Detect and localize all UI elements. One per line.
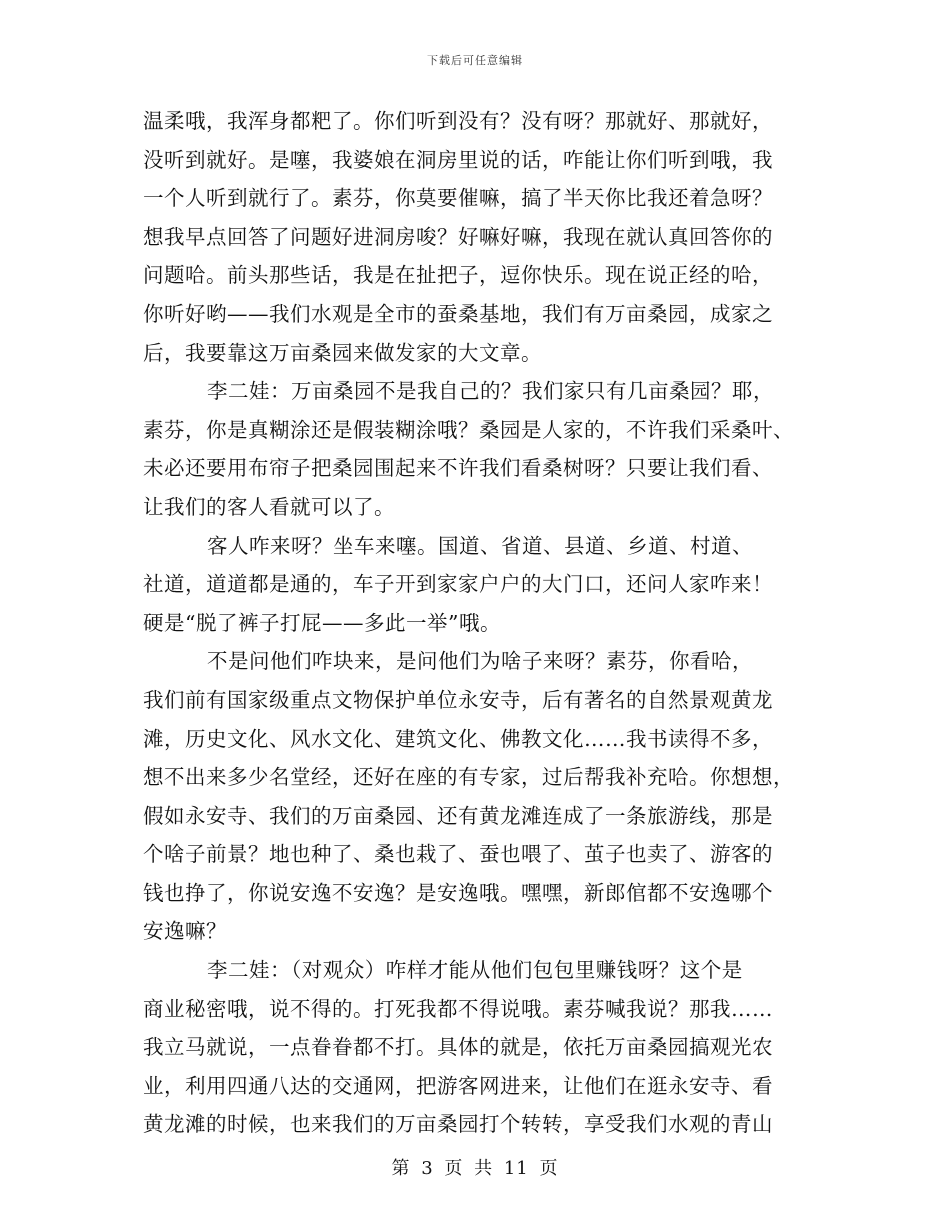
- text-line: 我们前有国家级重点文物保护单位永安寺，后有著名的自然景观黄龙: [143, 687, 773, 712]
- text-line: 没听到就好。是噻，我婆娘在洞房里说的话，咋能让你们听到哦，我: [143, 147, 773, 172]
- text-line: 未必还要用布帘子把桑园围起来不许我们看桑树呀？只要让我们看、: [143, 456, 773, 481]
- paragraph-start-line: 客人咋来呀？坐车来噻。国道、省道、县道、乡道、村道、: [207, 533, 753, 558]
- text-line: 黄龙滩的时候，也来我们的万亩桑园打个转转，享受我们水观的青山: [143, 1112, 773, 1137]
- text-line: 温柔哦，我浑身都粑了。你们听到没有？没有呀？那就好、那就好，: [143, 109, 773, 133]
- text-line: 个啥子前景？地也种了、桑也栽了、蚕也喂了、茧子也卖了、游客的: [143, 842, 773, 867]
- text-line: 硬是“脱了裤子打屁——多此一举”哦。: [143, 610, 501, 635]
- text-line: 后，我要靠这万亩桑园来做发家的大文章。: [143, 340, 542, 365]
- text-line: 我立马就说，一点眷眷都不打。具体的就是，依托万亩桑园搞观光农: [143, 1035, 773, 1060]
- text-line: 一个人听到就行了。素芬，你莫要催嘛，搞了半天你比我还着急呀？: [143, 186, 773, 211]
- page-header: 下载后可任意编辑: [427, 54, 523, 67]
- page-footer: 第 3 页 共 11 页: [391, 1158, 559, 1179]
- document-body: [143, 102, 803, 1144]
- text-line: 素芬，你是真糊涂还是假装糊涂哦？桑园是人家的，不许我们采桑叶、: [143, 417, 794, 442]
- text-line: 让我们的客人看就可以了。: [143, 494, 395, 519]
- paragraph-start-line: 李二娃：万亩桑园不是我自己的？我们家只有几亩桑园？耶，: [207, 379, 774, 404]
- text-line: 商业秘密哦，说不得的。打死我都不得说哦。素芬喊我说？那我……: [143, 996, 773, 1021]
- text-line: 问题哈。前头那些话，我是在扯把子，逗你快乐。现在说正经的哈，: [143, 263, 773, 288]
- text-line: 假如永安寺、我们的万亩桑园、还有黄龙滩连成了一条旅游线，那是: [143, 803, 773, 828]
- text-line: 钱也挣了，你说安逸不安逸？是安逸哦。嘿嘿，新郎倌都不安逸哪个: [143, 880, 773, 905]
- text-line: 滩，历史文化、风水文化、建筑文化、佛教文化……我书读得不多，: [143, 726, 773, 751]
- paragraph-start-line: 不是问他们咋块来，是问他们为啥子来呀？素芬，你看哈，: [207, 649, 753, 674]
- text-line: 想不出来多少名堂经，还好在座的有专家，过后帮我补充哈。你想想，: [143, 765, 794, 790]
- text-line: 社道，道道都是通的，车子开到家家户户的大门口，还问人家咋来！: [143, 572, 773, 597]
- paragraph-start-line: 李二娃：（对观众）咋样才能从他们包包里赚钱呀？这个是: [207, 958, 743, 983]
- text-line: 你听好哟——我们水观是全市的蚕桑基地，我们有万亩桑园，成家之: [143, 301, 773, 326]
- text-line: 想我早点回答了问题好进洞房唆？好嘛好嘛，我现在就认真回答你的: [143, 224, 773, 249]
- text-line: 安逸嘛？: [143, 919, 227, 944]
- text-line: 业，利用四通八达的交通网，把游客网进来，让他们在逛永安寺、看: [143, 1073, 773, 1098]
